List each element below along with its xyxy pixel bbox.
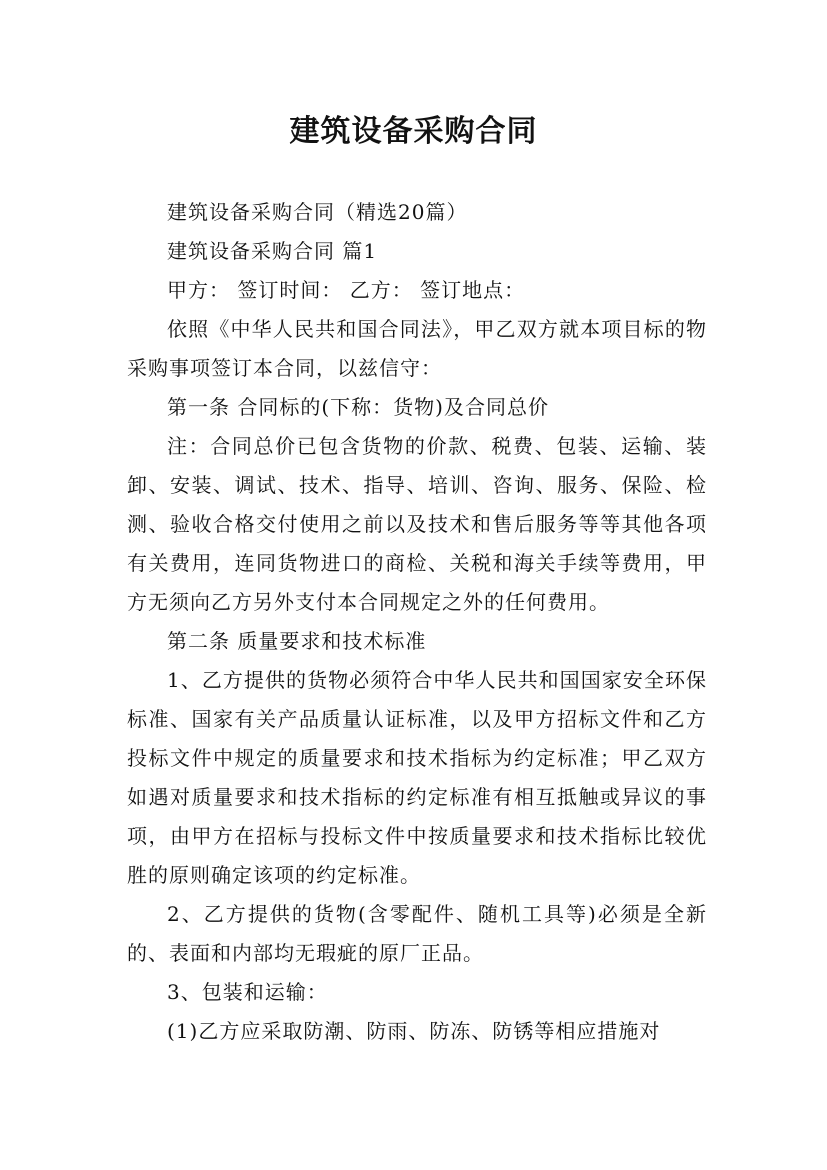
body-paragraph: (1)乙方应采取防潮、防雨、防冻、防锈等相应措施对 [167, 1019, 661, 1043]
section-heading: 建筑设备采购合同 篇1 [167, 239, 378, 263]
body-paragraph: 注：合同总价已包含货物的价款、税费、包装、运输、装卸、安装、调试、技术、指导、培训、咨询、服务、保险、检测、验收合格交付使用之前以及技术和售后服务等等其他各项有关费用，连同货物进口的商检、关税和海关手续等费用，甲方无须向乙方另外支付本合同规定之外的任何费用。 [127, 434, 707, 614]
article-heading: 第二条 质量要求和技术标准 [167, 629, 427, 653]
document-title: 建筑设备采购合同 [289, 114, 538, 150]
subtitle-paragraph: 建筑设备采购合同（精选20篇） [167, 200, 468, 224]
parties-line: 甲方： 签订时间： 乙方： 签订地点： [167, 278, 526, 302]
body-paragraph: 3、包装和运输： [167, 980, 328, 1004]
body-paragraph: 1、乙方提供的货物必须符合中华人民共和国国家安全环保标准、国家有关产品质量认证标准，以及甲方招标文件和乙方投标文件中规定的质量要求和技术指标为约定标准；甲乙双方如遇对质量要求和技术指标的约定标准有相互抵触或异议的事项，由甲方在招标与投标文件中按质量要求和技术指标比较优胜的原则确定该项的约定标准。 [127, 668, 707, 887]
document-body [127, 193, 707, 1051]
body-paragraph: 2、乙方提供的货物(含零配件、随机工具等)必须是全新的、表面和内部均无瑕疵的原厂正品。 [127, 902, 707, 965]
body-paragraph: 依照《中华人民共和国合同法》，甲乙双方就本项目标的物采购事项签订本合同，以兹信守： [127, 317, 707, 380]
article-heading: 第一条 合同标的(下称：货物)及合同总价 [167, 395, 549, 419]
